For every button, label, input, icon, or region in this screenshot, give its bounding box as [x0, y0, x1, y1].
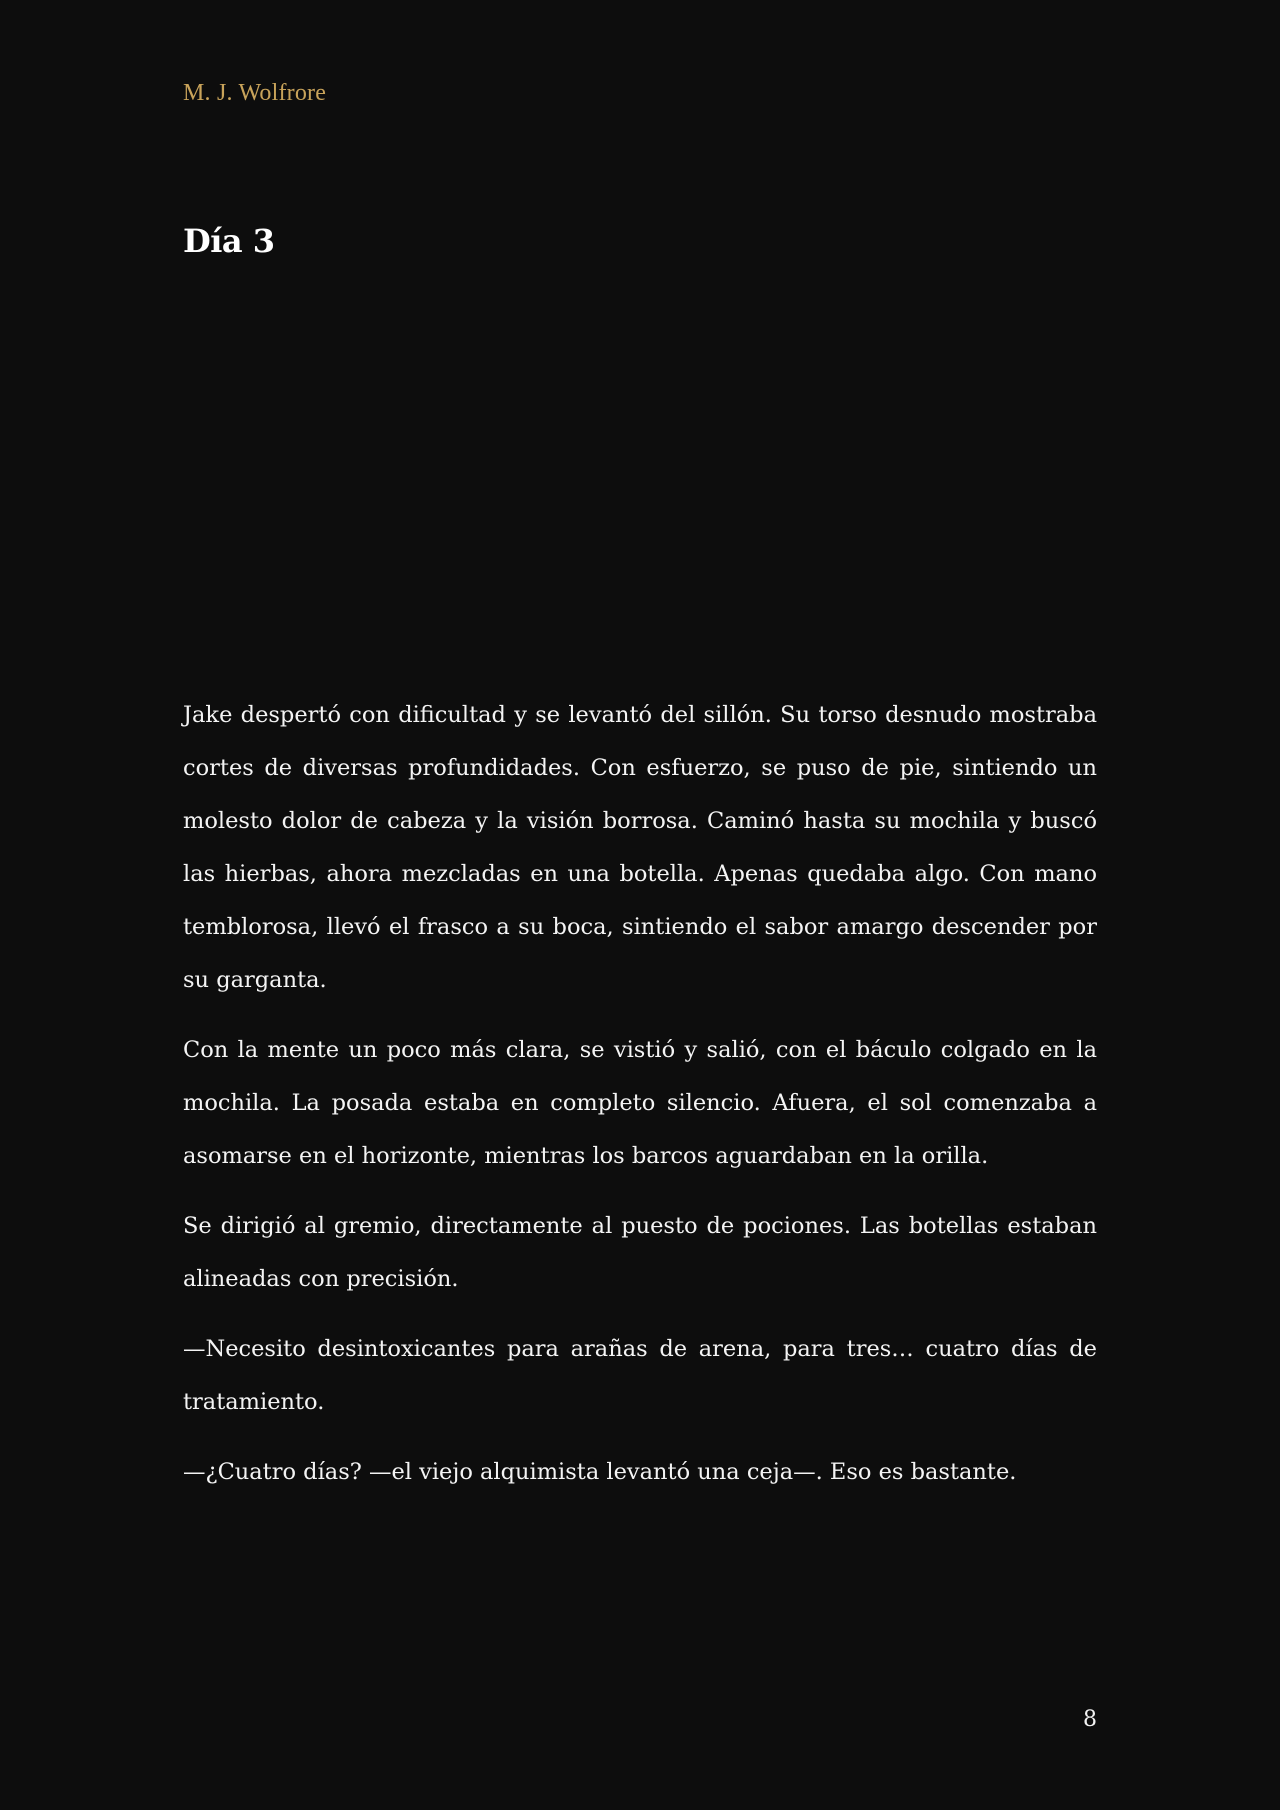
paragraph: Con la mente un poco más clara, se vistió y salió, con el báculo colgado en la mochila. La posada estaba en completo silencio. Afuera, el sol comenzaba a asomarse en el horizonte, mientras los barcos aguardaban en la orilla. [183, 1037, 1097, 1169]
paragraph: —Necesito desintoxicantes para arañas de arena, para tres… cuatro días de tratamiento. [183, 1336, 1097, 1415]
chapter-title: Día 3 [183, 222, 275, 260]
paragraph: —¿Cuatro días? —el viejo alquimista levantó una ceja—. Eso es bastante. [183, 1459, 1017, 1485]
book-page [183, 0, 1097, 1810]
page-number: 8 [1083, 1707, 1097, 1732]
chapter-body [183, 689, 1097, 1516]
paragraph: Jake despertó con dificultad y se levantó del sillón. Su torso desnudo mostraba cortes de diversas profundidades. Con esfuerzo, se puso de pie, sintiendo un molesto dolor de cabeza y la visión borrosa. Caminó hasta su mochila y buscó las hierbas, ahora mezcladas en una botella. Apenas quedaba algo. Con mano temblorosa, llevó el frasco a su boca, sintiendo el sabor amargo descender por su garganta. [183, 702, 1097, 993]
paragraph: Se dirigió al gremio, directamente al puesto de pociones. Las botellas estaban alineadas con precisión. [183, 1213, 1097, 1292]
running-head-author: M. J. Wolfrore [183, 80, 327, 106]
